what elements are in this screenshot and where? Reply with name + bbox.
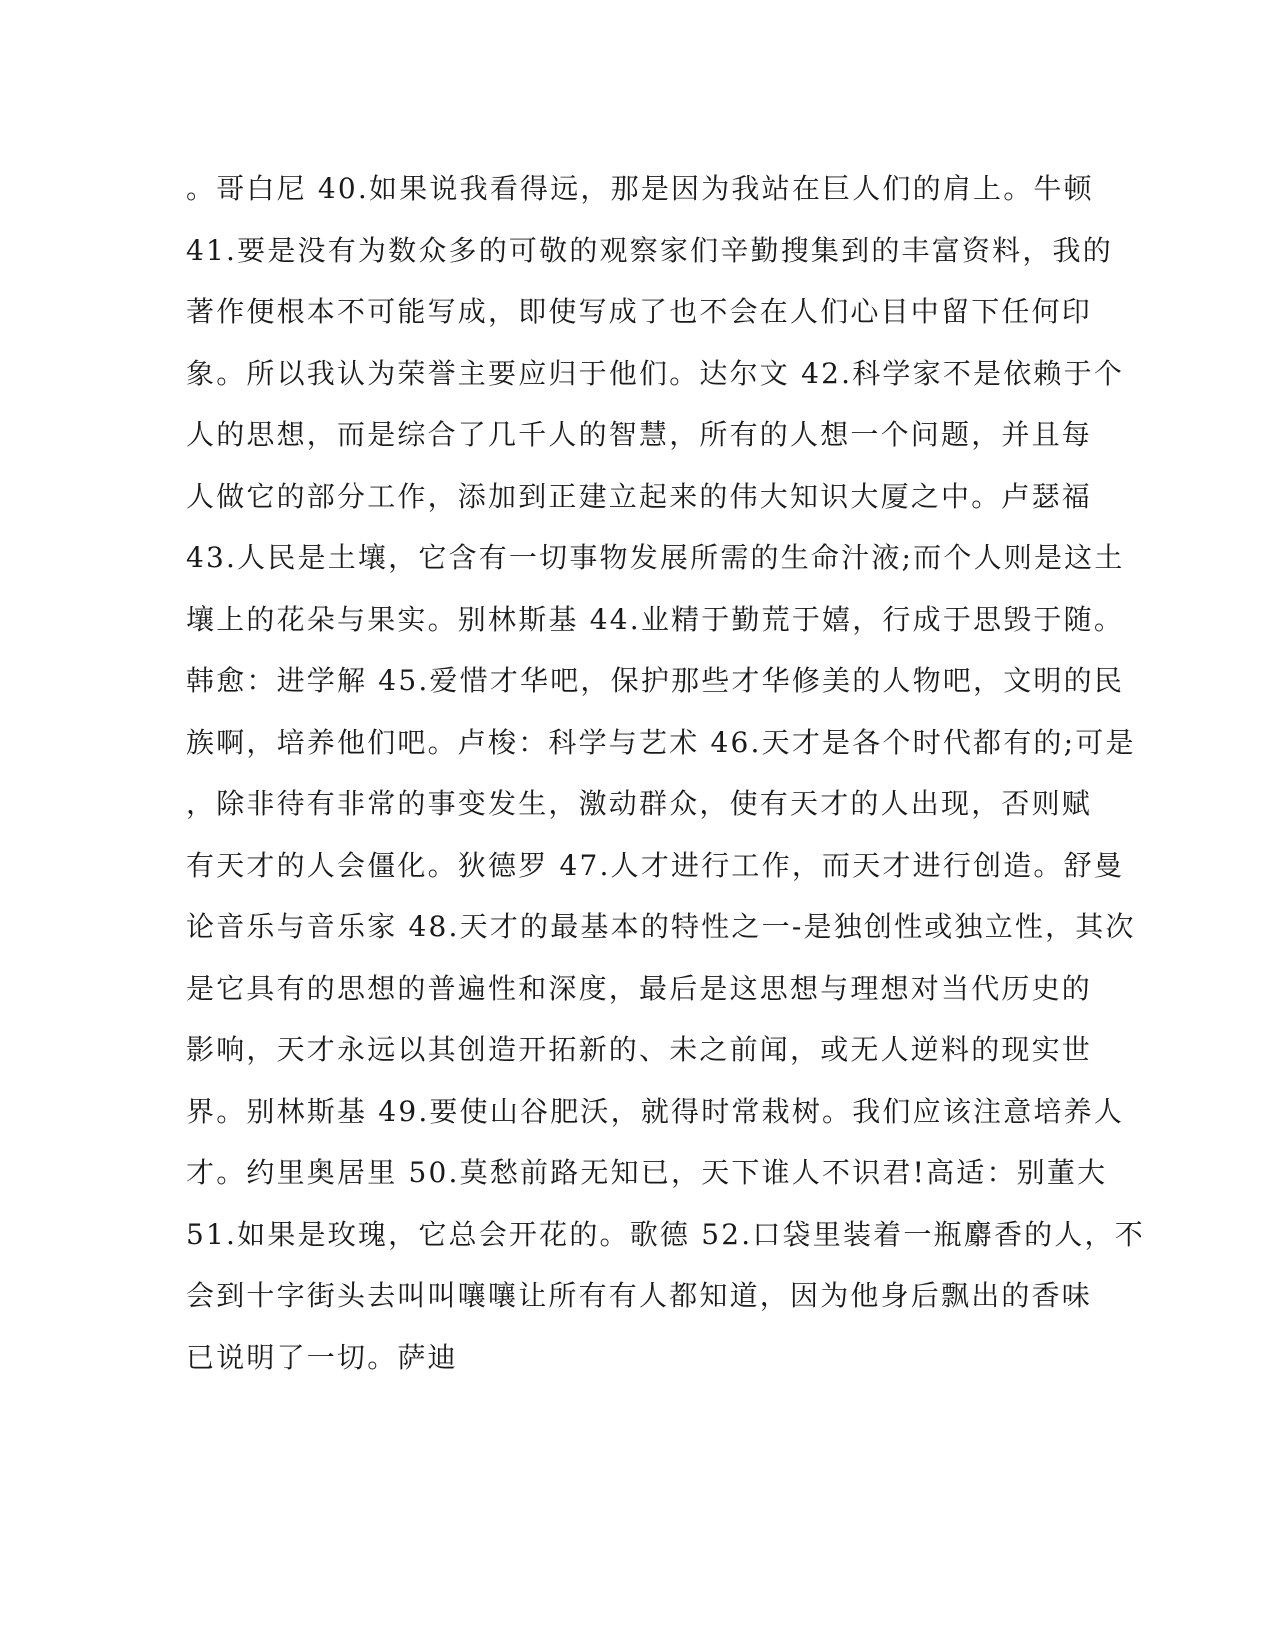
text-line: 才。约里奥居里 50.莫愁前路无知已，天下谁人不识君!高适：别董大 — [186, 1156, 1108, 1189]
text-line: 。哥白尼 40.如果说我看得远，那是因为我站在巨人们的肩上。牛顿 — [186, 172, 1094, 205]
text-line: 51.如果是玫瑰，它总会开花的。歌德 52.口袋里装着一瓶麝香的人，不 — [186, 1217, 1145, 1251]
text-line: 人做它的部分工作，添加到正建立起来的伟大知识大厦之中。卢瑟福 — [186, 479, 1093, 513]
text-line: 壤上的花朵与果实。别林斯基 44.业精于勤荒于嬉，行成于思毁于随。 — [186, 602, 1125, 636]
text-line: 著作便根本不可能写成，即使写成了也不会在人们心目中留下任何印 — [186, 295, 1093, 328]
text-line: 已说明了一切。萨迪 — [186, 1340, 458, 1374]
text-line: 族啊，培养他们吧。卢梭：科学与艺术 46.天才是各个时代都有的;可是 — [186, 725, 1136, 759]
text-line: 有天才的人会僵化。狄德罗 47.人才进行工作，而天才进行创造。舒曼 — [186, 848, 1125, 882]
text-line: 会到十字街头去叫叫嚷嚷让所有有人都知道，因为他身后飘出的香味 — [186, 1279, 1093, 1312]
text-line: 韩愈：进学解 45.爱惜才华吧，保护那些才华修美的人物吧，文明的民 — [186, 664, 1125, 697]
text-line: 41.要是没有为数众多的可敬的观察家们辛勤搜集到的丰富资料，我的 — [186, 233, 1113, 267]
text-line: 是它具有的思想的普遍性和深度，最后是这思想与理想对当代历史的 — [186, 971, 1093, 1005]
quotes-text-block — [186, 158, 1145, 1388]
text-line: 象。所以我认为荣誉主要应归于他们。达尔文 42.科学家不是依赖于个 — [186, 356, 1125, 390]
text-line: 界。别林斯基 49.要使山谷肥沃，就得时常栽树。我们应该注意培养人 — [186, 1094, 1125, 1128]
text-line: ，除非待有非常的事变发生，激动群众，使有天才的人出现，否则赋 — [186, 787, 1093, 820]
text-line: 43.人民是土壤，它含有一切事物发展所需的生命汁液;而个人则是这土 — [186, 541, 1125, 574]
text-line: 论音乐与音乐家 48.天才的最基本的特性之一-是独创性或独立性，其次 — [186, 910, 1136, 943]
text-line: 人的思想，而是综合了几千人的智慧，所有的人想一个问题，并且每 — [186, 418, 1093, 451]
text-line: 影响，天才永远以其创造开拓新的、未之前闻，或无人逆料的现实世 — [186, 1033, 1093, 1066]
